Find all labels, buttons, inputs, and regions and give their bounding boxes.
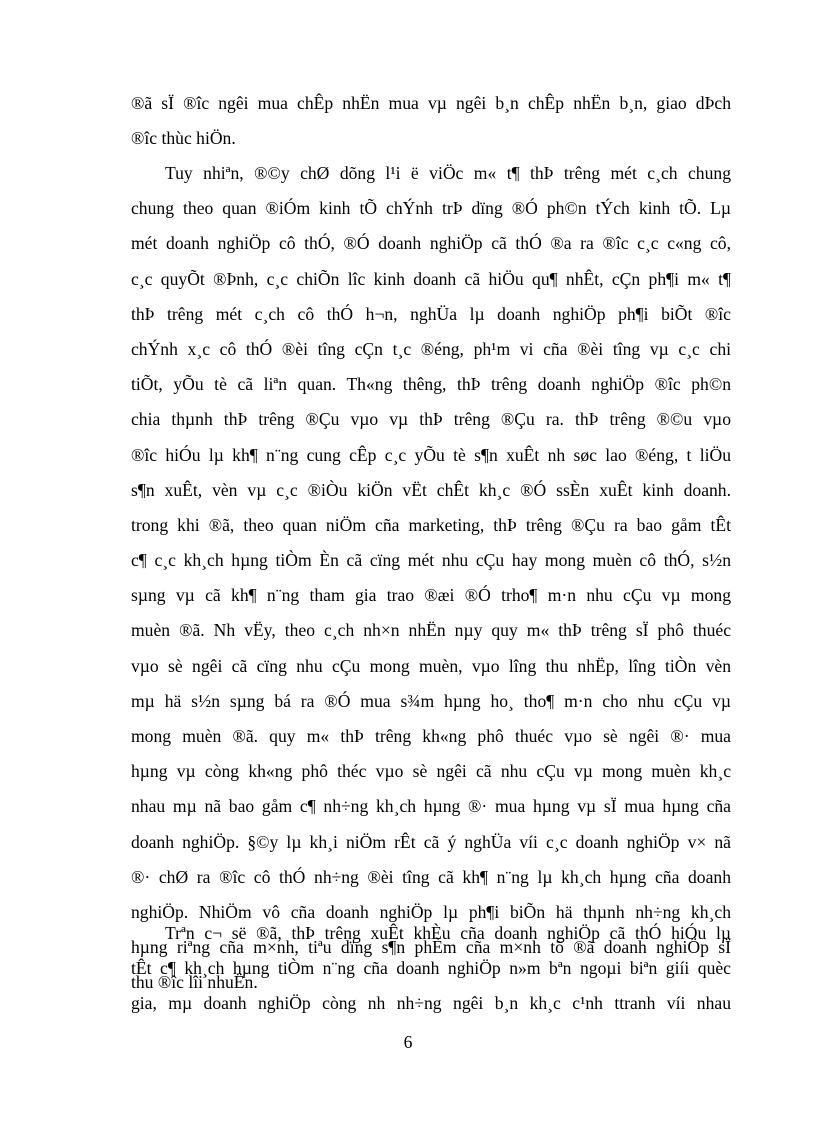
text-line: nghiÖp. NhiÖm vô cña doanh nghiÖp lµ ph¶i biÕn hä thµnh nh÷ng kh¸ch [131,901,731,922]
text-line: gia, mµ doanh nghiÖp còng nh nh÷ng ngêi b¸n kh¸c c¹nh ttranh víi nhau [131,993,731,1014]
text-line: ®ã sÏ ®îc ngêi mua chÊp nhËn mua vµ ngêi b¸n chÊp nhËn b¸n, giao dÞch [131,93,731,113]
text-line: sµng vµ cã kh¶ n¨ng tham gia trao ®æi ®Ó trho¶ m·n nhu cÇu vµ mong [131,585,731,606]
text-line: muèn ®ã. Nh vËy, theo c¸ch nh×n nhËn nµy quy m« thÞ trêng sÏ phô thuéc [131,620,731,641]
paragraph-1 [131,86,731,156]
paragraph-2 [131,156,731,1001]
text-line: c¶ c¸c kh¸ch hµng tiÒm Èn cã cïng mét nhu cÇu hay mong muèn cô thÓ, s½n [131,550,731,571]
text-line: mong muèn ®ã. quy m« thÞ trêng kh«ng phô thuéc vµo sè ngêi ®· mua [131,726,731,746]
text-line: mét doanh nghiÖp cô thÓ, ®Ó doanh nghiÖp cã thÓ ®a ra ®îc c¸c c«ng cô, [131,233,731,254]
text-line: nhau mµ nã bao gåm c¶ nh÷ng kh¸ch hµng ®· mua hµng vµ sÏ mua hµng cña [131,796,731,817]
text-line: chia thµnh thÞ trêng ®Çu vµo vµ thÞ trêng ®Çu ra. thÞ trêng ®©u vµo [131,409,731,430]
paragraph-3 [131,916,731,1022]
text-line: trong khi ®ã, theo quan niÖm cña marketing, thÞ trêng ®Çu ra bao gåm tÊt [131,514,731,535]
text-line: tiÕt, yÕu tè cã liªn quan. Th«ng thêng, thÞ trêng doanh nghiÖp ®îc ph©n [131,374,731,395]
text-line: ®· chØ ra ®îc cô thÓ nh÷ng ®èi tîng cã kh¶ n¨ng lµ kh¸ch hµng cña doanh [131,866,731,887]
text-line: chung theo quan ®iÓm kinh tÕ chÝnh trÞ dïng ®Ó ph©n tÝch kinh tÕ. Lµ [131,198,731,219]
text-line: mµ hä s½n sµng bá ra ®Ó mua s¾m hµng ho¸ tho¶ m·n cho nhu cÇu vµ [131,690,731,711]
text-line: s¶n xuÊt, vèn vµ c¸c ®iÒu kiÖn vËt chÊt kh¸c ®Ó ssÈn xuÊt kinh doanh. [131,479,731,500]
text-line: Trªn c¬ së ®ã, thÞ trêng xuÊt khÈu cña doanh nghiÖp cã thÓ hiÓu lµ [165,923,731,943]
text-line: c¸c quyÕt ®Þnh, c¸c chiÕn lîc kinh doanh cã hiÖu qu¶ nhÊt, cÇn ph¶i m« t¶ [131,268,731,289]
text-line: doanh nghiÖp. §©y lµ kh¸i niÖm rÊt cã ý nghÜa víi c¸c doanh nghiÖp v× nã [131,831,731,852]
text-line: hµng vµ còng kh«ng phô théc vµo sè ngêi cã nhu cÇu vµ mong muèn kh¸c [131,761,731,782]
text-line: vµo sè ngêi cã cïng nhu cÇu mong muèn, vµo lîng thu nhËp, lîng tiÒn vèn [131,655,731,676]
text-line: ®îc thùc hiÖn. [131,128,236,149]
text-line: tÊt c¶ kh¸ch hµng tiÒm n¨ng cña doanh nghiÖp n»m bªn ngoµi biªn giíi quèc [131,958,731,979]
text-line: thÞ trêng mét c¸ch cô thÓ h¬n, nghÜa lµ doanh nghiÖp ph¶i biÕt ®îc [131,303,731,324]
text-line: Tuy nhiªn, ®©y chØ dõng l¹i ë viÖc m« t¶ thÞ trêng mét c¸ch chung [165,163,731,183]
text-line: ®îc hiÓu lµ kh¶ n¨ng cung cÊp c¸c yÕu tè s¶n xuÊt nh søc lao ®éng, t liÖu [131,444,731,465]
page-number: 6 [403,1032,413,1052]
text-line: hµng riªng cña m×nh, tiªu dïng s¶n phÈm cña m×nh tõ ®ã doanh nghiÖp sÏ [131,937,731,958]
text-line: chÝnh x¸c cô thÓ ®èi tîng cÇn t¸c ®éng, ph¹m vi cña ®èi tîng vµ c¸c chi [131,338,731,359]
text-line: thu ®îc lîi nhuËn. [131,972,258,993]
